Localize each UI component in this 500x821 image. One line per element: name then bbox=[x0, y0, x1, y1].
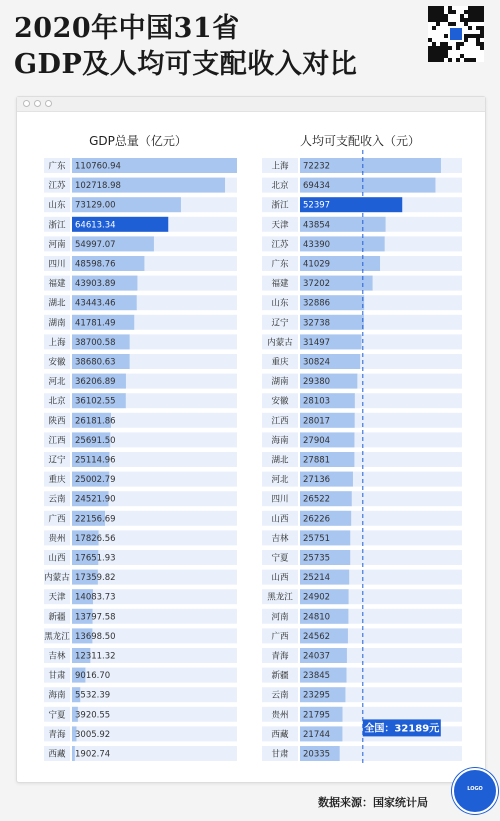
province-label: 北京 bbox=[271, 181, 289, 192]
value-label: 1902.74 bbox=[75, 749, 111, 760]
province-label: 江苏 bbox=[48, 181, 66, 192]
value-label: 36206.89 bbox=[75, 377, 116, 388]
value-label: 23845 bbox=[303, 671, 331, 682]
province-label: 陕西 bbox=[48, 416, 66, 427]
province-label: 湖南 bbox=[48, 318, 66, 329]
value-label: 48598.76 bbox=[75, 259, 116, 270]
value-label: 9016.70 bbox=[75, 671, 111, 682]
value-label: 43443.46 bbox=[75, 298, 116, 309]
province-label: 江西 bbox=[48, 435, 66, 446]
province-label: 山东 bbox=[271, 298, 289, 309]
province-label: 四川 bbox=[271, 494, 289, 505]
value-label: 24037 bbox=[303, 651, 331, 662]
province-label: 山东 bbox=[48, 200, 66, 211]
value-label: 22156.69 bbox=[75, 514, 116, 525]
value-label: 36102.55 bbox=[75, 396, 116, 407]
value-label: 43854 bbox=[303, 220, 331, 231]
province-label: 湖南 bbox=[271, 377, 289, 388]
value-label: 3005.92 bbox=[75, 729, 111, 740]
value-label: 17826.56 bbox=[75, 533, 116, 544]
income-column-title: 人均可支配收入（元） bbox=[299, 134, 421, 148]
province-label: 海南 bbox=[271, 435, 289, 446]
value-label: 25735 bbox=[303, 553, 331, 564]
page-title-line2: GDP及人均可支配收入对比 bbox=[14, 49, 358, 80]
value-label: 38700.58 bbox=[75, 337, 116, 348]
province-label: 上海 bbox=[271, 161, 289, 172]
value-label: 24562 bbox=[303, 631, 331, 642]
value-label: 64613.34 bbox=[75, 220, 116, 231]
province-label: 河北 bbox=[271, 475, 289, 486]
province-label: 贵州 bbox=[271, 710, 289, 721]
province-label: 福建 bbox=[271, 279, 289, 290]
value-label: 29380 bbox=[303, 377, 331, 388]
value-label: 102718.98 bbox=[75, 181, 121, 192]
province-label: 内蒙古 bbox=[267, 337, 293, 348]
value-label: 5532.39 bbox=[75, 690, 111, 701]
province-label: 河南 bbox=[48, 239, 66, 250]
value-label: 43903.89 bbox=[75, 279, 116, 290]
province-label: 广东 bbox=[271, 259, 289, 270]
province-label: 广西 bbox=[271, 631, 289, 642]
value-label: 110760.94 bbox=[75, 161, 121, 172]
province-label: 黑龙江 bbox=[44, 631, 70, 642]
province-label: 北京 bbox=[48, 396, 66, 407]
value-label: 3920.55 bbox=[75, 710, 111, 721]
value-label: 13797.58 bbox=[75, 612, 116, 623]
value-label: 30824 bbox=[303, 357, 331, 368]
province-label: 云南 bbox=[271, 690, 289, 701]
brand-logo-icon: LOGO bbox=[452, 768, 498, 814]
value-label: 32738 bbox=[303, 318, 331, 329]
value-label: 72232 bbox=[303, 161, 331, 172]
province-label: 内蒙古 bbox=[44, 573, 70, 584]
value-label: 28017 bbox=[303, 416, 331, 427]
province-label: 浙江 bbox=[271, 200, 289, 211]
value-label: 24810 bbox=[303, 612, 331, 623]
gdp-column-title: GDP总量（亿元） bbox=[89, 134, 187, 148]
province-label: 新疆 bbox=[271, 671, 289, 682]
value-label: 27904 bbox=[303, 435, 331, 446]
value-label: 28103 bbox=[303, 396, 331, 407]
province-label: 甘肃 bbox=[48, 671, 66, 682]
value-label: 38680.63 bbox=[75, 357, 116, 368]
province-label: 宁夏 bbox=[48, 710, 66, 721]
province-label: 广东 bbox=[48, 161, 66, 172]
province-label: 辽宁 bbox=[271, 318, 289, 329]
value-label: 13698.50 bbox=[75, 631, 116, 642]
page-title-line1: 2020年中国31省 bbox=[14, 13, 240, 44]
value-label: 26522 bbox=[303, 494, 331, 505]
data-source-note: 数据来源：国家统计局 bbox=[318, 796, 428, 809]
value-label: 25691.50 bbox=[75, 435, 116, 446]
value-label: 21795 bbox=[303, 710, 331, 721]
province-label: 吉林 bbox=[48, 651, 66, 662]
province-label: 黑龙江 bbox=[267, 592, 293, 603]
value-label: 25002.79 bbox=[75, 475, 116, 486]
province-label: 西藏 bbox=[271, 729, 289, 740]
value-label: 26226 bbox=[303, 514, 331, 525]
value-label: 24902 bbox=[303, 592, 331, 603]
value-label: 14083.73 bbox=[75, 592, 116, 603]
value-label: 31497 bbox=[303, 337, 331, 348]
province-label: 江苏 bbox=[271, 239, 289, 250]
value-label: 73129.00 bbox=[75, 200, 116, 211]
value-label: 25751 bbox=[303, 533, 331, 544]
value-label: 37202 bbox=[303, 279, 331, 290]
province-label: 青海 bbox=[48, 729, 66, 740]
province-label: 江西 bbox=[271, 416, 289, 427]
province-label: 云南 bbox=[48, 494, 66, 505]
province-label: 天津 bbox=[271, 220, 289, 231]
value-label: 25114.96 bbox=[75, 455, 116, 466]
value-label: 32886 bbox=[303, 298, 331, 309]
value-label: 41029 bbox=[303, 259, 331, 270]
province-label: 新疆 bbox=[48, 612, 66, 623]
province-label: 宁夏 bbox=[271, 553, 289, 564]
value-label: 41781.49 bbox=[75, 318, 116, 329]
province-label: 山西 bbox=[271, 514, 289, 525]
province-label: 河北 bbox=[48, 377, 66, 388]
province-label: 湖北 bbox=[271, 455, 289, 466]
value-label: 23295 bbox=[303, 690, 331, 701]
province-label: 山西 bbox=[48, 553, 66, 564]
province-label: 海南 bbox=[48, 690, 66, 701]
value-label: 27881 bbox=[303, 455, 331, 466]
value-label: 21744 bbox=[303, 729, 331, 740]
province-label: 重庆 bbox=[48, 475, 66, 486]
province-label: 安徽 bbox=[271, 396, 289, 407]
value-label: 12311.32 bbox=[75, 651, 116, 662]
national-average-label: 全国：32189元 bbox=[364, 723, 440, 735]
province-label: 河南 bbox=[271, 612, 289, 623]
value-label: 26181.86 bbox=[75, 416, 116, 427]
province-label: 辽宁 bbox=[48, 455, 66, 466]
value-label: 20335 bbox=[303, 749, 331, 760]
value-label: 52397 bbox=[303, 200, 331, 211]
value-label: 69434 bbox=[303, 181, 331, 192]
province-label: 浙江 bbox=[48, 220, 66, 231]
province-label: 四川 bbox=[48, 259, 66, 270]
value-label: 54997.07 bbox=[75, 239, 116, 250]
value-label: 27136 bbox=[303, 475, 331, 486]
province-label: 甘肃 bbox=[271, 749, 289, 760]
province-label: 吉林 bbox=[271, 533, 289, 544]
value-label: 17651.93 bbox=[75, 553, 116, 564]
value-label: 17359.82 bbox=[75, 573, 116, 584]
province-label: 安徽 bbox=[48, 357, 66, 368]
province-label: 上海 bbox=[48, 337, 66, 348]
province-label: 重庆 bbox=[271, 357, 289, 368]
value-label: 25214 bbox=[303, 573, 331, 584]
province-label: 青海 bbox=[271, 651, 289, 662]
province-label: 贵州 bbox=[48, 533, 66, 544]
province-label: 天津 bbox=[48, 592, 66, 603]
province-label: 山西 bbox=[271, 573, 289, 584]
province-label: 广西 bbox=[48, 514, 66, 525]
value-label: 24521.90 bbox=[75, 494, 116, 505]
province-label: 福建 bbox=[48, 279, 66, 290]
province-label: 湖北 bbox=[48, 298, 66, 309]
value-label: 43390 bbox=[303, 239, 331, 250]
province-label: 西藏 bbox=[48, 749, 66, 760]
